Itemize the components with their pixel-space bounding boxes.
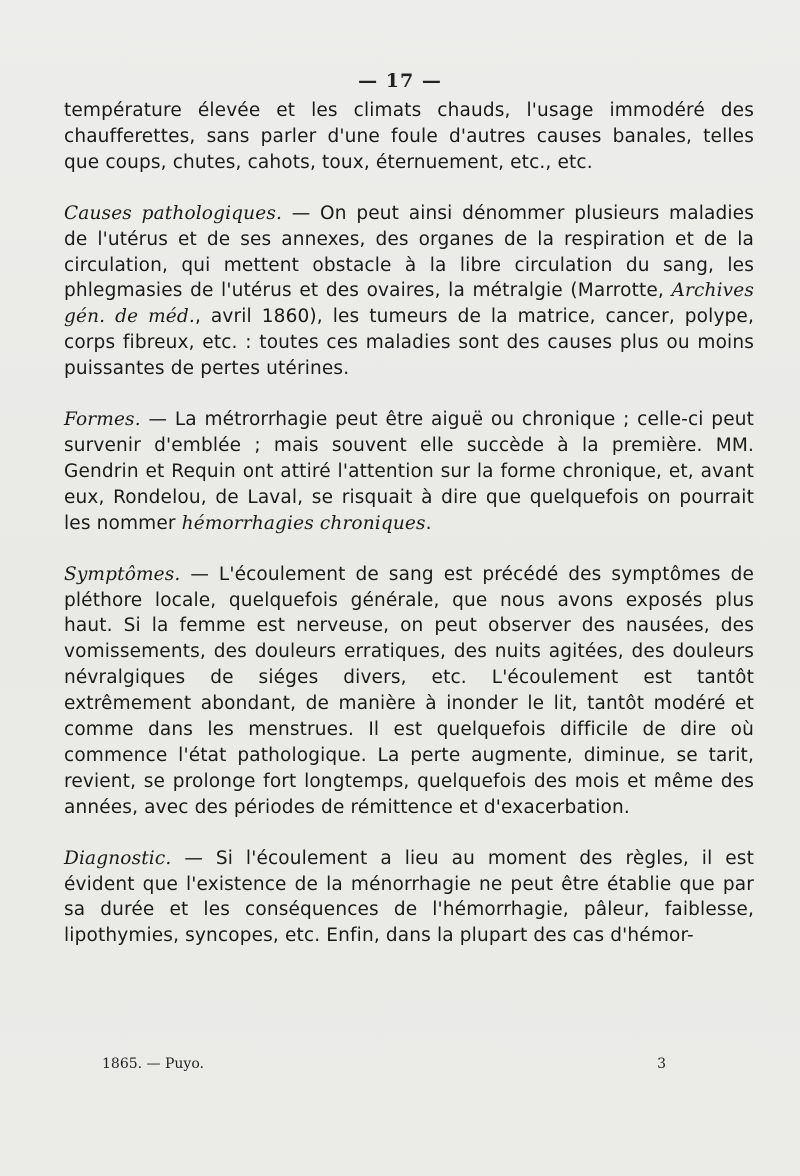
paragraph-formes xyxy=(64,407,754,537)
paragraph-diagnostic xyxy=(64,846,754,950)
paragraph-text: température élevée et les climats chauds, l'usage immodéré des chaufferettes, sans parler d'une foule d'autres causes banales, telles que coups, chutes, cahots, toux, éternuement, etc., etc. xyxy=(64,100,754,173)
paragraph-symptomes xyxy=(64,562,754,821)
paragraph-text: — Si l'écoulement a lieu au moment des règles, il est évident que l'existence de la ménorrhagie ne peut être établie que par sa durée et les conséquences de l'hémorrhagie, pâleur, faiblesse, lipothymies, syncopes, etc. Enfin, dans la plupart des cas d'hémor- xyxy=(64,847,754,947)
section-heading: Formes. xyxy=(64,409,141,431)
section-heading: Causes pathologiques. xyxy=(64,202,282,224)
paragraph-text: — On peut ainsi dénommer plusieurs maladies de l'utérus et de ses annexes, des organes de la respiration et de la circulation, qui mettent obstacle à la libre circulation du sang, les phlegmasies de l'utérus et des ovaires, la métralgie (Marrotte, xyxy=(64,202,754,302)
page-number: — 17 — xyxy=(358,70,442,92)
paragraph-text: — La métrorrhagie peut être aiguë ou chronique ; celle-ci peut survenir d'emblée ; mais souvent elle succède à la première. MM. Gendrin et Requin ont attiré l'attention sur la forme chronique, et, avant eux, Rondelou, de Laval, se risquait à dire que quelquefois on pourrait les nommer xyxy=(64,409,754,534)
body-text xyxy=(64,98,754,974)
section-heading: Diagnostic. xyxy=(64,847,172,869)
printer-signature: 1865. — Puyo. xyxy=(102,1056,204,1072)
citation-title: Archives gén. de méd. xyxy=(64,280,754,328)
paragraph-continuation xyxy=(64,98,754,176)
paragraph-text: . xyxy=(425,512,432,534)
paragraph-text: — L'écoulement de sang est précédé des symptômes de pléthore locale, quelquefois générale, que nous avons exposés plus haut. Si la femme est nerveuse, on peut observer des nausées, des vomissements, des douleurs erratiques, des nuits agitées, des douleurs névralgiques de siéges divers, etc. L'écoulement est tantôt extrêmement abondant, de manière à inonder le lit, tantôt modéré et comme dans les menstrues. Il est quelquefois difficile de dire où commence l'état pathologique. La perte augmente, diminue, se tarit, revient, se prolonge fort longtemps, quelquefois des mois et même des années, avec des périodes de rémittence et d'exacerbation. xyxy=(64,563,754,818)
section-heading: Symptômes. xyxy=(64,563,181,585)
paragraph-causes-pathologiques xyxy=(64,201,754,382)
sheet-number: 3 xyxy=(657,1056,666,1072)
emphasized-term: hémorrhagies chroniques xyxy=(181,512,426,534)
paragraph-text: , avril 1860), les tumeurs de la matrice, cancer, polype, corps fibreux, etc. : toutes ces maladies sont des causes plus ou moins puissantes de pertes utérines. xyxy=(64,306,754,380)
